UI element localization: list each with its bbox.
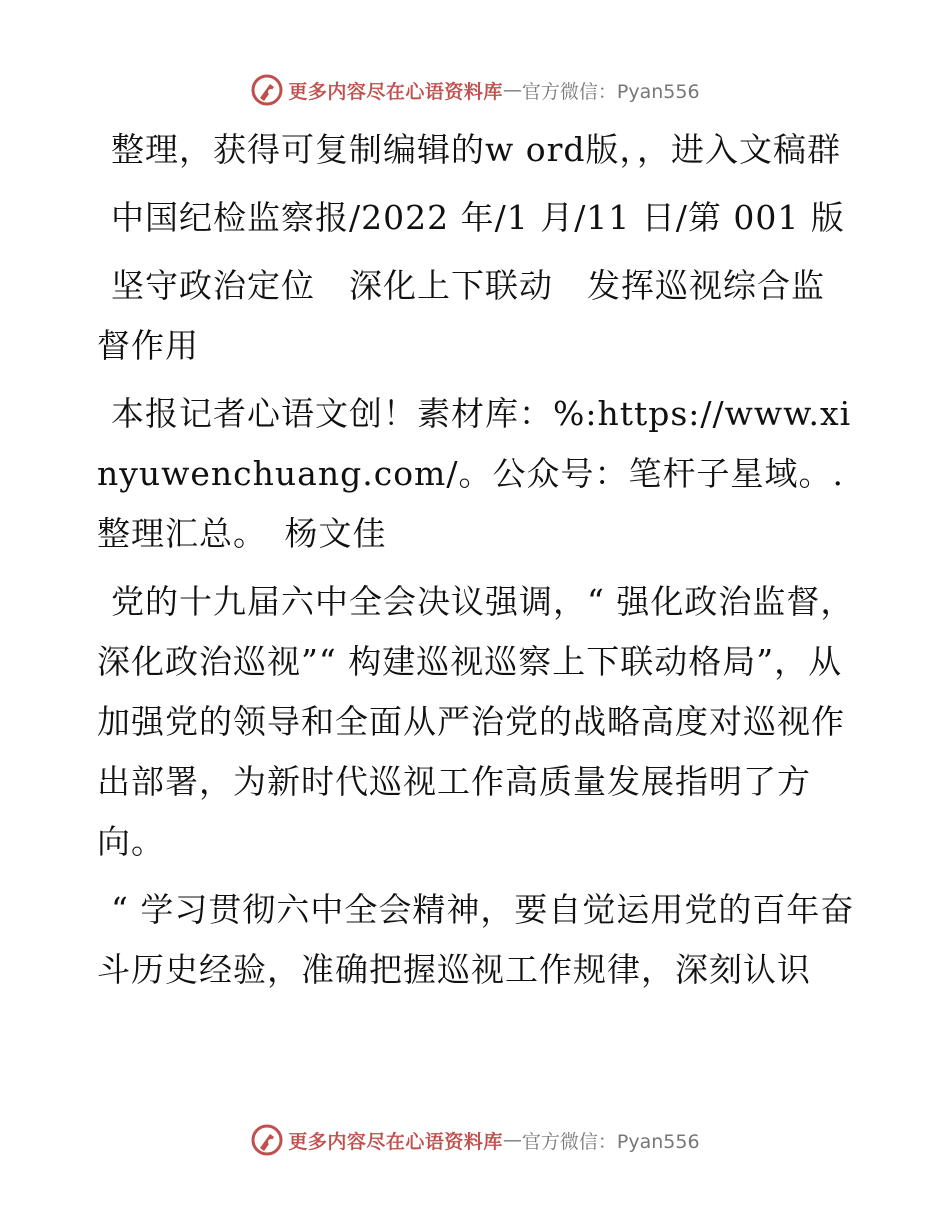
pen-circle-logo-icon [250,1123,284,1157]
banner-separator: — [502,1129,522,1151]
paragraph-byline: 本报记者心语文创！素材库：%:https://www.xinyuwenchuang.com/。公众号：笔杆子星域。.整理汇总。 杨文佳 [97,394,852,553]
document-body [97,120,857,1008]
paragraph-body-2: “ 学习贯彻六中全会精神，要自觉运用党的百年奋斗历史经验，准确把握巡视工作规律，深刻认识 [97,890,855,989]
paragraph-source: 中国纪检监察报/2022 年/1 月/11 日/第 001 版 [111,198,845,237]
footer-banner [0,1120,950,1160]
banner-separator: — [502,79,522,101]
paragraph-note: 整理，获得可复制编辑的w ord版，，进入文稿群 [111,130,842,169]
banner-title: 更多内容尽在心语资料库 [288,80,503,103]
pen-circle-logo-icon [250,73,284,107]
banner-wechat-id: 官方微信：Pyan556 [521,1130,700,1153]
banner-title: 更多内容尽在心语资料库 [288,1130,503,1153]
paragraph-body-1: 党的十九届六中全会决议强调，“ 强化政治监督，深化政治巡视”“ 构建巡视巡察上下联动格局”，从加强党的领导和全面从严治党的战略高度对巡视作出部署，为新时代巡视工作高质量发展指明了方向。 [97,582,855,861]
banner-wechat-id: 官方微信：Pyan556 [521,80,700,103]
header-banner [0,70,950,110]
article-title: 坚守政治定位 深化上下联动 发挥巡视综合监督作用 [97,266,825,365]
